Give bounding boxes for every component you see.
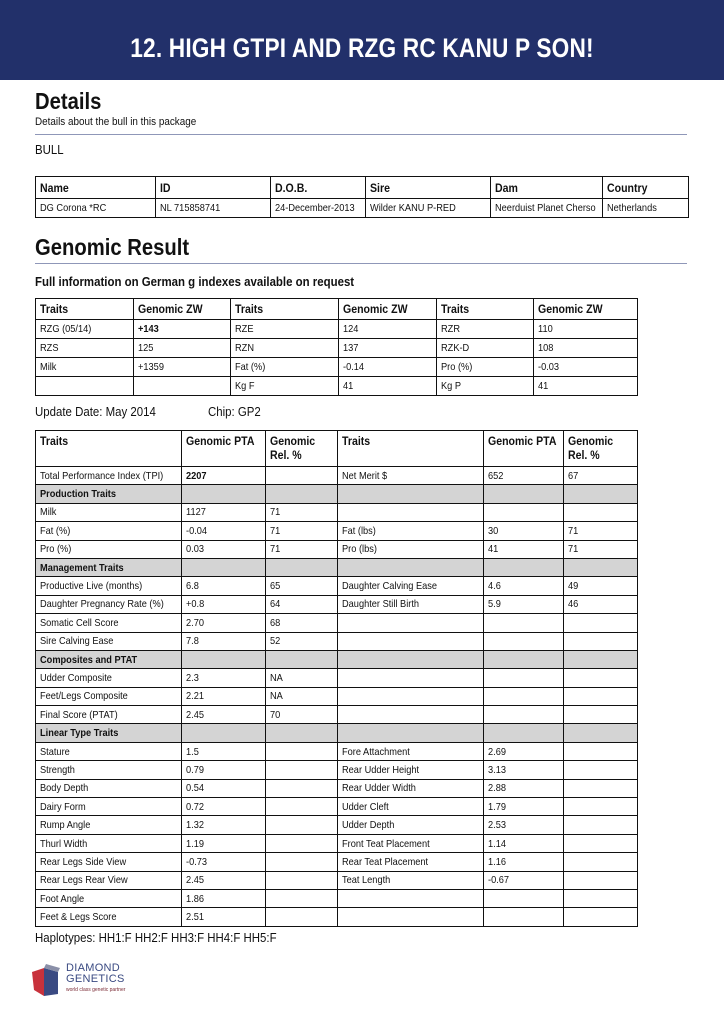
- table-cell: 71: [266, 540, 338, 558]
- table-cell: Udder Composite: [36, 669, 182, 687]
- table-cell: Somatic Cell Score: [36, 614, 182, 632]
- table-cell: [564, 908, 638, 926]
- table-cell: 30: [484, 522, 564, 540]
- table-cell: Productive Live (months): [36, 577, 182, 595]
- table-cell: [484, 889, 564, 907]
- table-cell: Rear Legs Side View: [36, 853, 182, 871]
- table-cell: -0.73: [182, 853, 266, 871]
- table-cell: 1.19: [182, 834, 266, 852]
- table-cell: [484, 632, 564, 650]
- table-cell: [564, 816, 638, 834]
- table-cell: [266, 816, 338, 834]
- table-cell: 49: [564, 577, 638, 595]
- column-header: Genomic ZW: [134, 299, 231, 320]
- table-row: [36, 358, 638, 377]
- table-cell: Foot Angle: [36, 889, 182, 907]
- table-cell: Sire Calving Ease: [36, 632, 182, 650]
- table-header-row: [36, 299, 638, 320]
- genomic-heading: Genomic Result: [35, 234, 190, 260]
- table-cell: 5.9: [484, 595, 564, 613]
- table-cell: [266, 761, 338, 779]
- table-cell: 1.14: [484, 834, 564, 852]
- table-cell: [484, 558, 564, 576]
- table-cell: Neerduist Planet Cherso: [491, 199, 603, 218]
- column-header: Sire: [366, 177, 491, 199]
- table-cell: [182, 724, 266, 742]
- table-cell: RZR: [437, 320, 534, 339]
- table-cell: Daughter Still Birth: [338, 595, 484, 613]
- table-cell: [338, 724, 484, 742]
- table-cell: Final Score (PTAT): [36, 706, 182, 724]
- table-cell: [266, 742, 338, 760]
- header-banner: [0, 0, 724, 80]
- column-header: Traits: [437, 299, 534, 320]
- table-cell: 2.70: [182, 614, 266, 632]
- table-cell: [338, 706, 484, 724]
- table-cell: 0.03: [182, 540, 266, 558]
- table-cell: 0.72: [182, 798, 266, 816]
- table-cell: [36, 377, 134, 396]
- table-cell: 2.45: [182, 706, 266, 724]
- table-cell: [564, 834, 638, 852]
- table-cell: Udder Cleft: [338, 798, 484, 816]
- table-row: [36, 706, 638, 724]
- column-header: Genomic Rel. %: [266, 431, 338, 467]
- table-cell: Pro (%): [36, 540, 182, 558]
- table-cell: 124: [339, 320, 437, 339]
- table-cell: [266, 650, 338, 668]
- table-cell: [564, 889, 638, 907]
- table-cell: Front Teat Placement: [338, 834, 484, 852]
- details-heading: Details: [35, 88, 102, 114]
- table-cell: [564, 669, 638, 687]
- table-cell: 1.32: [182, 816, 266, 834]
- table-cell: Stature: [36, 742, 182, 760]
- table-cell: 41: [339, 377, 437, 396]
- table-cell: [564, 742, 638, 760]
- table-cell: [266, 908, 338, 926]
- table-cell: 1.79: [484, 798, 564, 816]
- table-cell: 110: [534, 320, 638, 339]
- table-cell: 108: [534, 339, 638, 358]
- table-cell: [338, 558, 484, 576]
- table-cell: 41: [534, 377, 638, 396]
- bull-label: BULL: [35, 142, 64, 157]
- table-cell: 0.79: [182, 761, 266, 779]
- table-row: [36, 467, 638, 485]
- table-cell: +143: [134, 320, 231, 339]
- table-cell: RZK-D: [437, 339, 534, 358]
- column-header: Country: [603, 177, 689, 199]
- table-cell: [484, 485, 564, 503]
- table-cell: 68: [266, 614, 338, 632]
- table-row: [36, 522, 638, 540]
- column-header: Traits: [36, 431, 182, 467]
- column-header: Genomic PTA: [484, 431, 564, 467]
- table-cell: [338, 669, 484, 687]
- table-cell: -0.03: [534, 358, 638, 377]
- table-cell: Linear Type Traits: [36, 724, 182, 742]
- column-header: Genomic Rel. %: [564, 431, 638, 467]
- table-header-row: [36, 177, 689, 199]
- table-cell: 7.8: [182, 632, 266, 650]
- column-header: Dam: [491, 177, 603, 199]
- table-cell: Udder Depth: [338, 816, 484, 834]
- table-cell: 64: [266, 595, 338, 613]
- table-cell: Teat Length: [338, 871, 484, 889]
- table-cell: [484, 687, 564, 705]
- table-cell: [484, 669, 564, 687]
- table-cell: 652: [484, 467, 564, 485]
- table-cell: Feet/Legs Composite: [36, 687, 182, 705]
- table-cell: 6.8: [182, 577, 266, 595]
- table-cell: +1359: [134, 358, 231, 377]
- table-cell: 46: [564, 595, 638, 613]
- table-cell: [484, 614, 564, 632]
- column-header: Genomic ZW: [339, 299, 437, 320]
- table-cell: Production Traits: [36, 485, 182, 503]
- genomic-pta-table: [35, 430, 638, 927]
- table-cell: 24-December-2013: [271, 199, 366, 218]
- table-cell: 2.69: [484, 742, 564, 760]
- column-header: Name: [36, 177, 156, 199]
- table-row: [36, 577, 638, 595]
- column-header: D.O.B.: [271, 177, 366, 199]
- table-row: [36, 761, 638, 779]
- page-title: 12. HIGH GTPI AND RZG RC KANU P SON!: [130, 33, 594, 63]
- table-cell: 1127: [182, 503, 266, 521]
- table-row: [36, 320, 638, 339]
- table-cell: [338, 687, 484, 705]
- table-cell: [338, 908, 484, 926]
- table-cell: [338, 485, 484, 503]
- table-cell: Feet & Legs Score: [36, 908, 182, 926]
- table-cell: Body Depth: [36, 779, 182, 797]
- logo-wordmark: DIAMOND GENETICS: [66, 962, 125, 985]
- table-row: [36, 798, 638, 816]
- table-cell: Kg F: [231, 377, 339, 396]
- table-cell: RZS: [36, 339, 134, 358]
- table-cell: [182, 558, 266, 576]
- column-header: Traits: [231, 299, 339, 320]
- table-cell: Composites and PTAT: [36, 650, 182, 668]
- table-row: [36, 742, 638, 760]
- table-cell: RZN: [231, 339, 339, 358]
- table-cell: Milk: [36, 503, 182, 521]
- table-cell: 70: [266, 706, 338, 724]
- section-row: [36, 650, 638, 668]
- table-cell: [564, 853, 638, 871]
- table-cell: Dairy Form: [36, 798, 182, 816]
- table-cell: Pro (lbs): [338, 540, 484, 558]
- table-cell: 2207: [182, 467, 266, 485]
- table-cell: 1.5: [182, 742, 266, 760]
- table-cell: Rear Udder Height: [338, 761, 484, 779]
- table-cell: 71: [564, 540, 638, 558]
- table-cell: [338, 650, 484, 668]
- table-row: [36, 669, 638, 687]
- table-cell: [182, 485, 266, 503]
- table-cell: [564, 798, 638, 816]
- table-cell: 71: [564, 522, 638, 540]
- chip-label: Chip: GP2: [208, 404, 261, 419]
- table-cell: Management Traits: [36, 558, 182, 576]
- column-header: ID: [156, 177, 271, 199]
- table-cell: Net Merit $: [338, 467, 484, 485]
- table-cell: Milk: [36, 358, 134, 377]
- table-cell: 1.86: [182, 889, 266, 907]
- table-cell: [266, 871, 338, 889]
- table-cell: Daughter Calving Ease: [338, 577, 484, 595]
- genomic-note: Full information on German g indexes available on request: [35, 274, 355, 289]
- details-subheading: Details about the bull in this package: [35, 116, 197, 128]
- table-cell: [484, 908, 564, 926]
- table-cell: [484, 503, 564, 521]
- table-cell: [266, 485, 338, 503]
- table-cell: Daughter Pregnancy Rate (%): [36, 595, 182, 613]
- table-cell: Rear Teat Placement: [338, 853, 484, 871]
- table-header-row: [36, 431, 638, 467]
- table-cell: [134, 377, 231, 396]
- table-cell: 1.16: [484, 853, 564, 871]
- table-cell: Fat (%): [231, 358, 339, 377]
- table-cell: [338, 614, 484, 632]
- table-row: [36, 889, 638, 907]
- table-cell: NA: [266, 687, 338, 705]
- table-cell: 2.51: [182, 908, 266, 926]
- table-cell: [564, 503, 638, 521]
- table-cell: 2.3: [182, 669, 266, 687]
- table-row: [36, 834, 638, 852]
- table-cell: RZG (05/14): [36, 320, 134, 339]
- table-cell: Rear Legs Rear View: [36, 871, 182, 889]
- table-cell: -0.04: [182, 522, 266, 540]
- table-cell: Strength: [36, 761, 182, 779]
- table-row: [36, 908, 638, 926]
- table-cell: 2.53: [484, 816, 564, 834]
- table-cell: -0.67: [484, 871, 564, 889]
- table-cell: Pro (%): [437, 358, 534, 377]
- table-cell: 125: [134, 339, 231, 358]
- table-cell: [484, 706, 564, 724]
- section-row: [36, 558, 638, 576]
- table-cell: Kg P: [437, 377, 534, 396]
- table-cell: [266, 558, 338, 576]
- table-cell: 137: [339, 339, 437, 358]
- table-cell: Total Performance Index (TPI): [36, 467, 182, 485]
- table-cell: 2.45: [182, 871, 266, 889]
- table-cell: [564, 871, 638, 889]
- table-cell: [564, 761, 638, 779]
- table-cell: 41: [484, 540, 564, 558]
- table-cell: -0.14: [339, 358, 437, 377]
- table-row: [36, 779, 638, 797]
- table-cell: [266, 779, 338, 797]
- table-row: [36, 632, 638, 650]
- table-cell: [266, 889, 338, 907]
- table-row: [36, 853, 638, 871]
- table-cell: Wilder KANU P-RED: [366, 199, 491, 218]
- table-row: [36, 377, 638, 396]
- bull-details-table: [35, 176, 689, 218]
- table-cell: Rump Angle: [36, 816, 182, 834]
- table-cell: DG Corona *RC: [36, 199, 156, 218]
- table-row: [36, 687, 638, 705]
- table-cell: 4.6: [484, 577, 564, 595]
- table-cell: [564, 632, 638, 650]
- table-cell: Fore Attachment: [338, 742, 484, 760]
- table-cell: 71: [266, 522, 338, 540]
- table-row: [36, 816, 638, 834]
- table-cell: Netherlands: [603, 199, 689, 218]
- table-row: [36, 540, 638, 558]
- table-cell: [564, 614, 638, 632]
- table-row: [36, 614, 638, 632]
- table-cell: Rear Udder Width: [338, 779, 484, 797]
- table-cell: 52: [266, 632, 338, 650]
- table-cell: [338, 889, 484, 907]
- table-cell: [338, 503, 484, 521]
- section-row: [36, 724, 638, 742]
- table-cell: [564, 779, 638, 797]
- table-cell: 65: [266, 577, 338, 595]
- section-row: [36, 485, 638, 503]
- table-cell: [266, 834, 338, 852]
- table-cell: [182, 650, 266, 668]
- table-cell: [484, 724, 564, 742]
- table-row: [36, 871, 638, 889]
- column-header: Traits: [338, 431, 484, 467]
- column-header: Traits: [36, 299, 134, 320]
- table-cell: 67: [564, 467, 638, 485]
- table-cell: [266, 798, 338, 816]
- table-cell: 71: [266, 503, 338, 521]
- table-cell: Fat (%): [36, 522, 182, 540]
- table-cell: [484, 650, 564, 668]
- table-cell: 3.13: [484, 761, 564, 779]
- table-cell: [564, 558, 638, 576]
- table-cell: [266, 724, 338, 742]
- table-cell: +0.8: [182, 595, 266, 613]
- table-cell: NL 715858741: [156, 199, 271, 218]
- table-row: [36, 503, 638, 521]
- table-cell: 2.88: [484, 779, 564, 797]
- table-cell: 0.54: [182, 779, 266, 797]
- table-cell: NA: [266, 669, 338, 687]
- table-cell: 2.21: [182, 687, 266, 705]
- table-cell: [266, 853, 338, 871]
- haplotypes: Haplotypes: HH1:F HH2:F HH3:F HH4:F HH5:F: [35, 930, 277, 945]
- table-cell: [338, 632, 484, 650]
- table-cell: Fat (lbs): [338, 522, 484, 540]
- table-row: [36, 199, 689, 218]
- genomic-zw-table: [35, 298, 638, 396]
- genomic-divider: [35, 263, 687, 264]
- table-cell: [564, 687, 638, 705]
- table-cell: RZE: [231, 320, 339, 339]
- details-divider: [35, 134, 687, 135]
- table-cell: [266, 467, 338, 485]
- table-cell: Thurl Width: [36, 834, 182, 852]
- table-cell: [564, 706, 638, 724]
- column-header: Genomic PTA: [182, 431, 266, 467]
- table-row: [36, 339, 638, 358]
- update-date: Update Date: May 2014: [35, 404, 156, 419]
- column-header: Genomic ZW: [534, 299, 638, 320]
- logo-tagline: world class genetic partner: [66, 987, 126, 993]
- table-cell: [564, 724, 638, 742]
- table-row: [36, 595, 638, 613]
- table-cell: [564, 650, 638, 668]
- table-cell: [564, 485, 638, 503]
